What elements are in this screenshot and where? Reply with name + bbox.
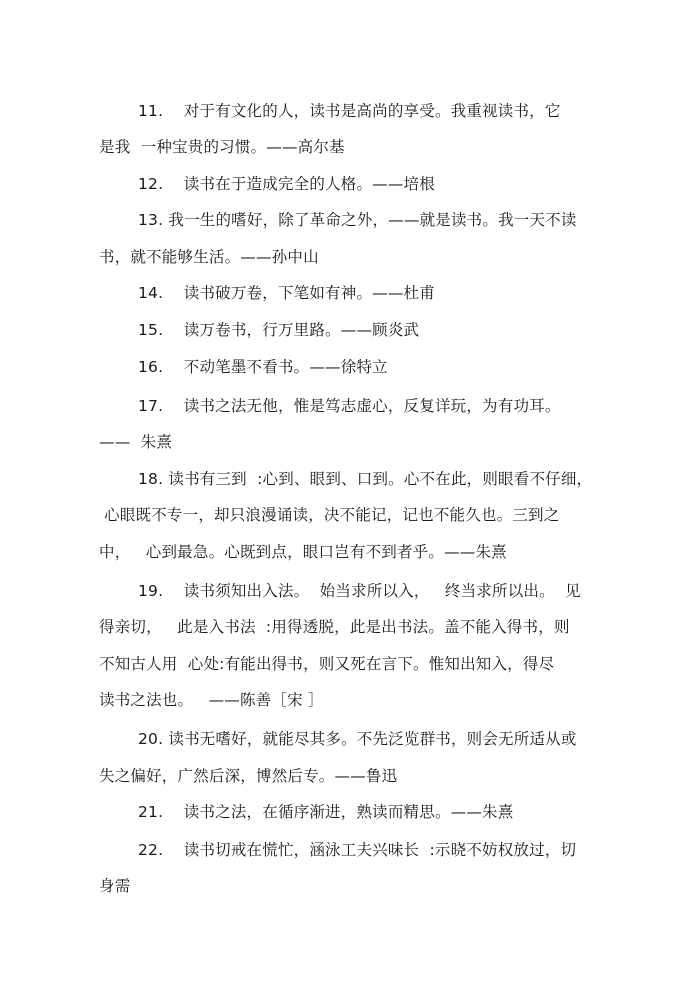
text-line: 13. 我一生的嗜好，除了革命之外，——就是读书。我一天不读: [138, 211, 577, 229]
text-line: 得亲切， 此是入书法 :用得透脱，此是出书法。盖不能入得书，则: [99, 618, 570, 636]
text-line: 身需: [99, 877, 131, 895]
text-line: 21. 读书之法，在循序渐进，熟读而精思。——朱熹: [138, 803, 514, 821]
text-line: 失之偏好，广然后深，博然后专。——鲁迅: [99, 767, 398, 785]
text-line: 中， 心到最急。心既到点，眼口岂有不到者乎。——朱熹: [99, 543, 507, 561]
text-line: 22. 读书切戒在慌忙，涵泳工夫兴味长 :示晓不妨权放过，切: [138, 841, 577, 859]
text-line: 11. 对于有文化的人，读书是高尚的享受。我重视读书，它: [138, 102, 561, 120]
text-line: 书，就不能够生活。——孙中山: [99, 248, 319, 266]
text-line: 16. 不动笔墨不看书。——徐特立: [138, 358, 388, 376]
text-line: 不知古人用 心处:有能出得书，则又死在言下。惟知出知入，得尽: [99, 655, 555, 673]
text-line: 15. 读万卷书，行万里路。——顾炎武: [138, 321, 420, 339]
text-line: 20. 读书无嗜好，就能尽其多。不先泛览群书，则会无所适从或: [138, 730, 577, 748]
text-line: 14. 读书破万卷，下笔如有神。——杜甫: [138, 284, 435, 302]
text-line: 17. 读书之法无他，惟是笃志虚心，反复详玩，为有功耳。: [138, 397, 561, 415]
text-line: 是我 一种宝贵的习惯。——高尔基: [99, 138, 345, 156]
text-line: —— 朱熹: [99, 433, 173, 451]
text-line: 12. 读书在于造成完全的人格。——培根: [138, 175, 435, 193]
text-line: 19. 读书须知出入法。 始当求所以入， 终当求所以出。 见: [138, 582, 581, 600]
text-line: 18. 读书有三到 :心到、眼到、口到。心不在此，则眼看不仔细，: [138, 470, 593, 488]
text-line: 心眼既不专一，却只浪漫诵读，决不能记，记也不能久也。三到之: [99, 506, 560, 524]
text-line: 读书之法也。 ——陈善［宋 ］: [99, 691, 324, 709]
